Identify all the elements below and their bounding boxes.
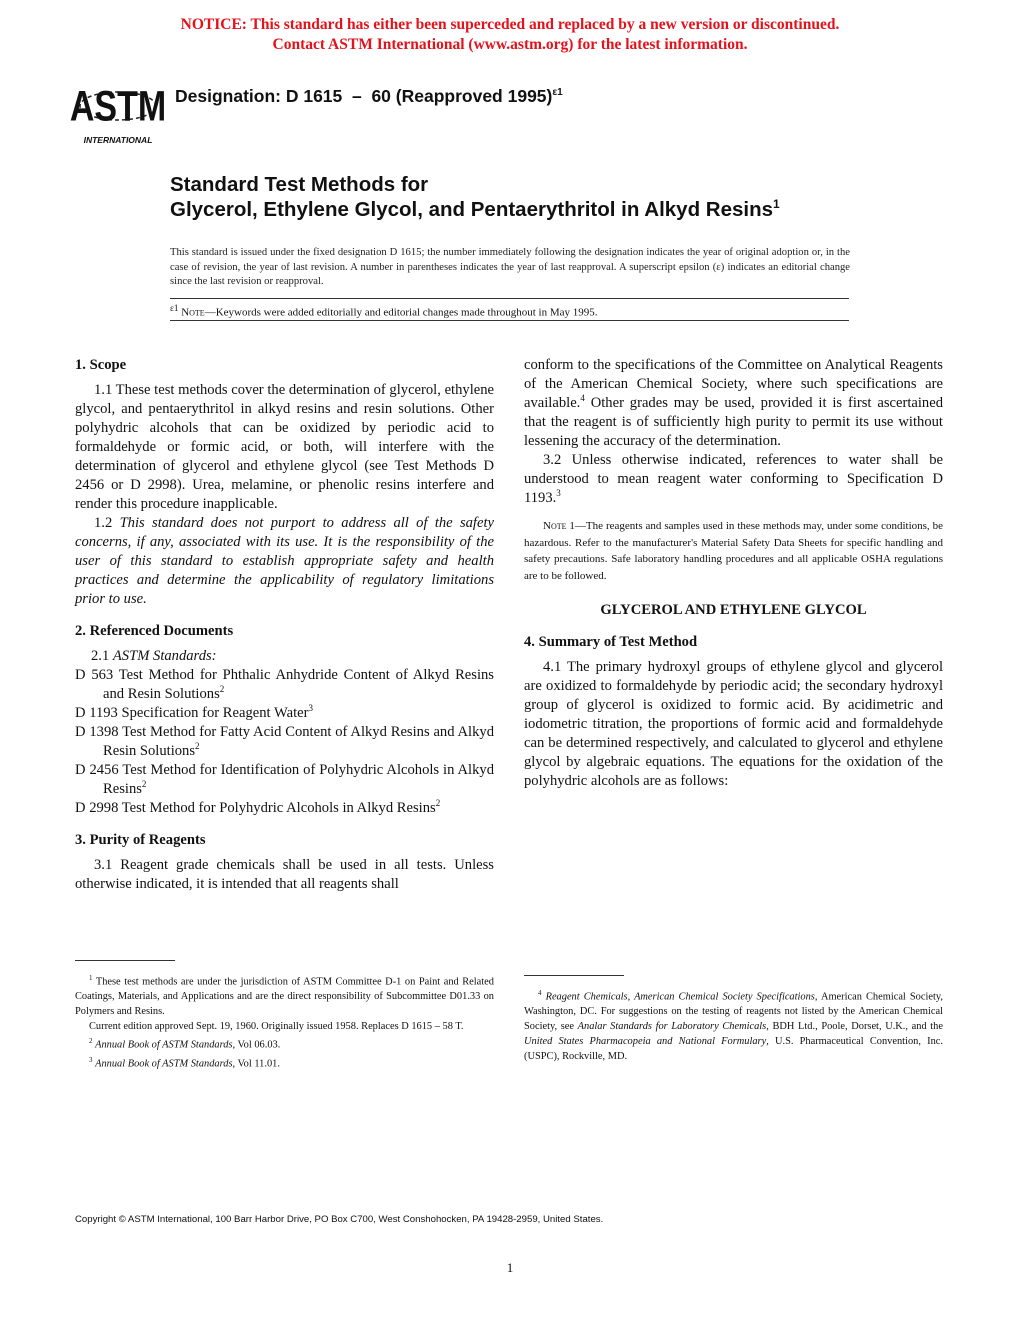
footnote-ref: 2 (435, 798, 441, 809)
text-run: United States Pharmacopeia and National Formulary (524, 1036, 767, 1048)
footnote (524, 986, 943, 1064)
reference-item (75, 761, 494, 799)
paragraph (75, 381, 494, 514)
title-footnote: 1 (773, 197, 780, 211)
footnotes-right (524, 986, 943, 1064)
section-heading: 1. Scope (75, 357, 127, 373)
text-run: Analar Standards for Laboratory Chemicals (577, 1021, 767, 1033)
text-run: , American Chemical Society, Washington, DC. For suggestions on the testing of reagents not listed by the American Chemical Society, see (524, 991, 943, 1033)
paragraph (524, 658, 943, 791)
astm-logo (69, 78, 167, 146)
right-column (524, 356, 943, 791)
text-run: D 2456 Test Method for Identification of Polyhydric Alcohols in Alkyd Resins (75, 762, 494, 797)
text-run: 1—The reagents and samples used in these methods may, under some conditions, be hazardous. Refer to the manufacturer's Material Safety Data Sheets for specific handling and safety precautions. Safe laboratory handling procedures and all applicable OSHA regulations are to be followed. (524, 520, 943, 582)
footnote-ref: 2 (195, 741, 200, 752)
text-run: —Keywords were added editorially and editorial changes made throughout in May 1995. (204, 306, 598, 319)
reference-item (75, 647, 494, 666)
footnote (75, 1034, 494, 1052)
designation-text: Designation: D 1615 – 60 (Reapproved 1995) (175, 86, 553, 106)
section-heading: 3. Purity of Reagents (75, 832, 206, 848)
text-run: Note (543, 520, 567, 532)
text-run: conform to the specifications of the Committee on Analytical Reagents of the American Chemical Society, where such specifications are available. (524, 357, 943, 411)
footnote-ref: 4 (580, 393, 585, 404)
text-run: 1.2 (94, 515, 120, 531)
divider (170, 320, 849, 321)
text-run: D 1193 Specification for Reagent Water (75, 705, 309, 721)
text-run: , U.S. Pharmaceutical Convention, Inc. (USPC), Rockville, MD. (524, 1036, 943, 1063)
reference-item (75, 799, 494, 818)
text-run: Reagent Chemicals, American Chemical Society Specifications (545, 991, 815, 1003)
footnote-rule (75, 960, 175, 961)
reference-item (75, 666, 494, 704)
footnote-ref: 3 (89, 1055, 93, 1064)
text-run: 4.1 The primary hydroxyl groups of ethylene glycol and glycerol are oxidized to formaldehyde by periodic acid; the secondary hydroxyl group of glycerol is oxidized to formic acid. By acidimetric and iodometric titration, the proportions of formic acid and formaldehyde can be determined respectively, and calculated to glycerol and ethylene glycol by algebraic equations. The equations for the oxidation of the polyhydric alcohols are as follows: (524, 659, 943, 790)
text-run: 2.1 (91, 648, 113, 664)
title-line-2 (170, 197, 780, 222)
text-run: , BDH Ltd., Poole, Dorset, U.K., and the (766, 1021, 943, 1033)
footnote (75, 1053, 494, 1071)
text-run: 1.1 These test methods cover the determination of glycerol, ethylene glycol, and pentaerythritol in alkyd resins and resin solutions. Other polyhydric alcohols that can be oxidized by periodic acid to formaldehyde or formic acid, or both, will interfere with the determination of glycerol and ethylene glycol (see Test Methods D 2456 or D 2998). Urea, melamine, or phenolic resins interfere and render this procedure inapplicable. (75, 382, 494, 512)
footnote-ref: 2 (89, 1037, 93, 1046)
text-run: Other grades may be used, provided it is first ascertained that the reagent is of sufficiently high purity to permit its use without lessening the accuracy of the determination. (524, 395, 943, 449)
text-run: 3.1 Reagent grade chemicals shall be used in all tests. Unless otherwise indicated, it is intended that all reagents shall (75, 857, 494, 892)
footnote (75, 1019, 494, 1034)
reference-item (75, 723, 494, 761)
section-heading: 4. Summary of Test Method (524, 634, 698, 651)
footnote-ref: ε1 (170, 303, 179, 313)
text-run: D 1398 Test Method for Fatty Acid Content of Alkyd Resins and Alkyd Resin Solutions (75, 724, 494, 759)
reference-item (75, 704, 494, 723)
designation (175, 86, 563, 107)
text-run: D 2998 Test Method for Polyhydric Alcohols in Alkyd Resins (75, 800, 436, 816)
section-heading: 2. Referenced Documents (75, 623, 234, 639)
paragraph (524, 451, 943, 508)
footnotes-left (75, 971, 494, 1071)
text-run: Note (181, 306, 205, 319)
footnote-ref: 3 (308, 703, 313, 714)
divider (170, 298, 849, 299)
text-run: Annual Book of ASTM Standards (95, 1058, 233, 1070)
notice-line-2: Contact ASTM International (www.astm.org) for the latest information. (272, 36, 748, 53)
footnote-ref: 2 (219, 684, 225, 695)
notice-line-1: NOTICE: This standard has either been superceded and replaced by a new version or discontinued. (180, 16, 840, 33)
text-run: Annual Book of ASTM Standards (95, 1039, 233, 1051)
footnote-rule (524, 975, 624, 976)
designation-sup: ε1 (552, 87, 563, 99)
footnote-ref: 1 (89, 974, 93, 982)
text-run: Current edition approved Sept. 19, 1960. Originally issued 1958. Replaces D 1615 – 58 T. (89, 1021, 464, 1033)
text-run: ASTM Standards: (112, 648, 217, 664)
text-run: 3.2 Unless otherwise indicated, references to water shall be understood to mean reagent water conforming to Specification D 1193. (524, 452, 943, 506)
text-run: , Vol 06.03. (232, 1039, 281, 1051)
svg-text:INTERNATIONAL: INTERNATIONAL (83, 135, 153, 145)
copyright: Copyright © ASTM International, 100 Barr Harbor Drive, PO Box C700, West Conshohocken, PA 19428-2959, United States. (75, 1214, 604, 1225)
paragraph (524, 356, 943, 451)
editorial-note (170, 303, 598, 319)
footnote-ref: 4 (538, 989, 542, 997)
paragraph (75, 514, 494, 609)
note (524, 518, 943, 584)
preamble: This standard is issued under the fixed designation D 1615; the number immediately following the designation indicates the year of original adoption or, in the case of revision, the year of last revision. A number in parentheses indicates the year of last reapproval. A superscript epsilon (ε) indicates an editorial change since the last revision or reapproval. (170, 247, 850, 287)
svg-text:ASTM: ASTM (69, 82, 167, 131)
paragraph (75, 856, 494, 894)
left-column (75, 356, 494, 894)
text-run: This standard does not purport to address all of the safety concerns, if any, associated with its use. It is the responsibility of the user of this standard to establish appropriate safety and health practices and determine the applicability of regulatory limitations prior to use. (75, 515, 494, 607)
text-run: These test methods are under the jurisdiction of ASTM Committee D-1 on Paint and Related Coatings, Materials, and Applications and are the direct responsibility of Subcommittee D01.33 on Polymers and Resins. (75, 976, 494, 1018)
footnote (75, 971, 494, 1019)
footnote-ref: 3 (556, 488, 561, 499)
text-run: , Vol 11.01. (232, 1058, 280, 1070)
title-text: Glycerol, Ethylene Glycol, and Pentaerythritol in Alkyd Resins (170, 197, 774, 221)
section-heading: GLYCEROL AND ETHYLENE GLYCOL (600, 602, 867, 619)
page-number: 1 (506, 1260, 514, 1275)
footnote-ref: 2 (141, 779, 147, 790)
title-line-1: Standard Test Methods for (170, 173, 429, 196)
text-run: D 563 Test Method for Phthalic Anhydride Content of Alkyd Resins and Resin Solutions (75, 667, 494, 702)
